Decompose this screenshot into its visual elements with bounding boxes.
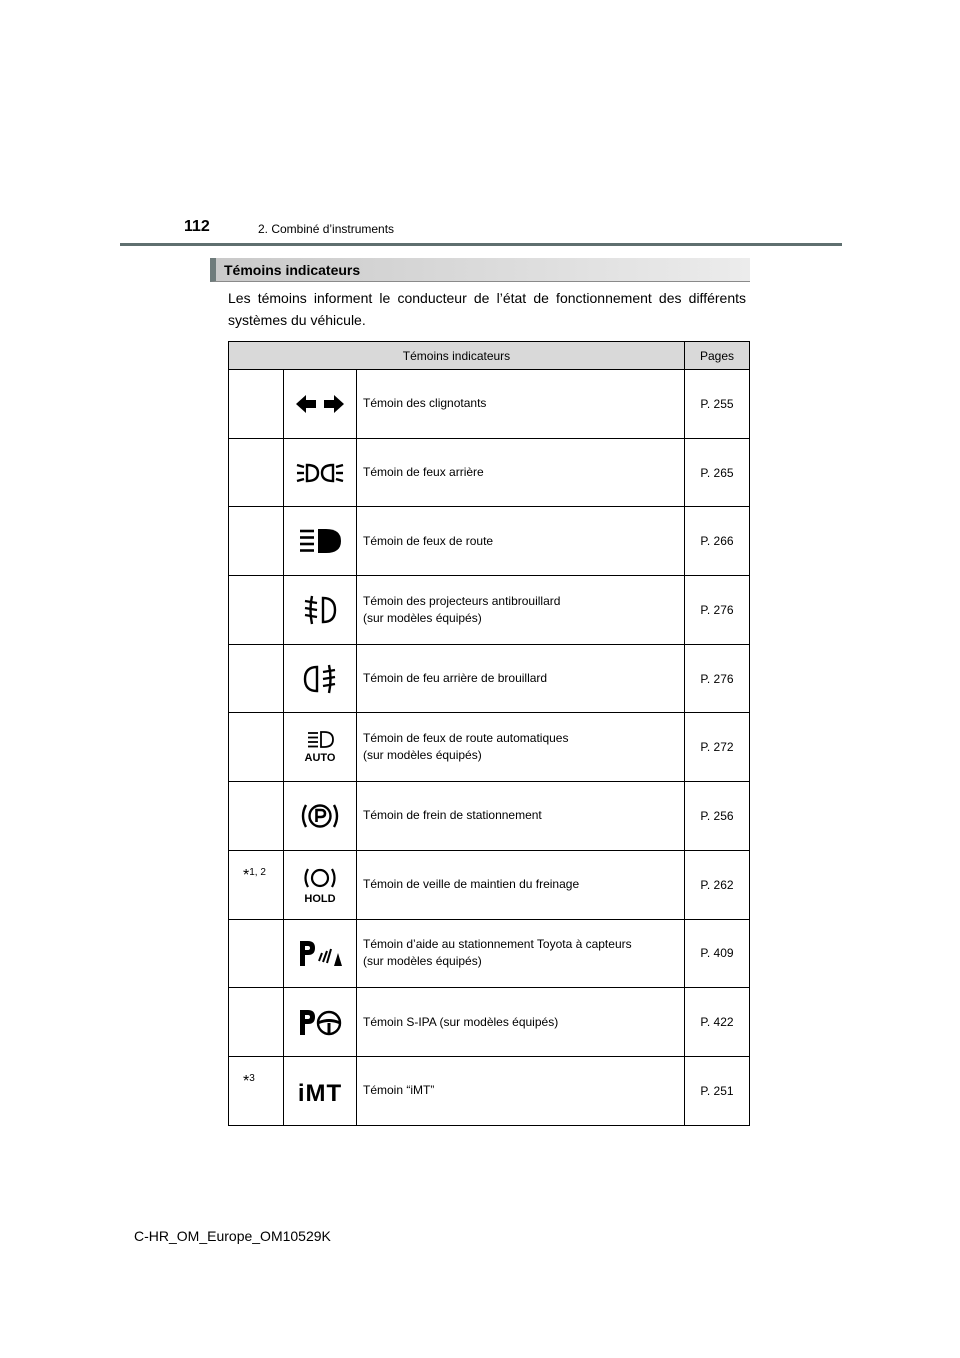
table-row	[229, 713, 750, 782]
note-cell	[229, 988, 284, 1057]
page-reference: P. 422	[685, 988, 750, 1057]
note-cell	[229, 919, 284, 988]
description-line-1: Témoin de feux arrière	[363, 465, 484, 480]
page-reference: P. 256	[685, 782, 750, 851]
intro-paragraph: Les témoins informent le conducteur de l’état de fonctionnement des différents systèmes du véhicule.	[228, 290, 746, 328]
icon-cell	[284, 919, 357, 988]
icon-cell	[284, 576, 357, 645]
page-reference: P. 276	[685, 644, 750, 713]
auto-high-beam-icon	[300, 731, 340, 763]
imt-text: iMT	[297, 1079, 343, 1104]
description-line-1: Témoin des clignotants	[363, 396, 487, 411]
brake-hold-icon	[300, 866, 340, 904]
footnote-ref: 1, 2	[249, 866, 266, 878]
parking-brake-icon	[300, 800, 340, 832]
icon-cell	[284, 644, 357, 713]
icon-cell	[284, 507, 357, 576]
table-row	[229, 507, 750, 576]
indicator-description	[357, 782, 685, 851]
page-reference: P. 276	[685, 576, 750, 645]
page-reference: P. 265	[685, 438, 750, 507]
description-line-2: (sur modèles équipés)	[363, 610, 482, 625]
indicator-description	[357, 438, 685, 507]
page-reference: P. 255	[685, 370, 750, 439]
icon-cell	[284, 782, 357, 851]
footnote-ref: 3	[249, 1072, 255, 1084]
description-line-1: Témoin de veille de maintien du freinage	[363, 877, 580, 892]
table-row	[229, 438, 750, 507]
footnote-asterisk: *	[243, 1072, 250, 1090]
s-ipa-icon	[297, 1008, 343, 1036]
note-cell	[229, 850, 284, 919]
table-row	[229, 644, 750, 713]
note-cell	[229, 507, 284, 576]
table-row	[229, 782, 750, 851]
icon-cell	[284, 713, 357, 782]
note-cell	[229, 644, 284, 713]
icon-cell	[284, 1056, 357, 1125]
indicator-description	[357, 644, 685, 713]
icon-cell	[284, 988, 357, 1057]
description-line-1: Témoin des projecteurs antibrouillard	[363, 593, 561, 608]
footnote-asterisk: *	[243, 866, 250, 884]
indicators-table	[228, 341, 750, 1126]
table-row	[229, 919, 750, 988]
col-header-indicators: Témoins indicateurs	[229, 342, 685, 370]
page-reference: P. 272	[685, 713, 750, 782]
table-header-row	[229, 342, 750, 370]
note-cell	[229, 370, 284, 439]
table-row	[229, 370, 750, 439]
note-cell	[229, 782, 284, 851]
tail-lights-icon	[296, 461, 344, 485]
high-beam-icon	[298, 528, 342, 554]
header-rule	[120, 243, 842, 246]
description-line-1: Témoin d’aide au stationnement Toyota à capteurs	[363, 937, 632, 952]
description-line-1: Témoin S-IPA (sur modèles équipés)	[363, 1014, 559, 1029]
front-fog-light-icon	[303, 595, 337, 625]
description-line-1: Témoin de frein de stationnement	[363, 808, 542, 823]
table-row	[229, 850, 750, 919]
page-reference: P. 409	[685, 919, 750, 988]
table-row	[229, 988, 750, 1057]
indicator-description	[357, 850, 685, 919]
indicator-description	[357, 919, 685, 988]
icon-cell	[284, 850, 357, 919]
parking-sensor-icon	[297, 939, 343, 967]
section-heading	[210, 258, 750, 282]
icon-cell	[284, 370, 357, 439]
indicator-description	[357, 507, 685, 576]
description-line-1: Témoin “iMT”	[363, 1083, 435, 1098]
indicator-description	[357, 1056, 685, 1125]
footer-doc-id: C-HR_OM_Europe_OM10529K	[134, 1228, 331, 1244]
description-line-1: Témoin de feux de route	[363, 533, 494, 548]
chapter-title: 2. Combiné d’instruments	[258, 222, 395, 236]
turn-signal-arrows-icon	[296, 394, 344, 414]
description-line-2: (sur modèles équipés)	[363, 954, 482, 969]
indicator-description	[357, 713, 685, 782]
page-number: 112	[184, 218, 210, 235]
indicator-description	[357, 576, 685, 645]
hold-text: HOLD	[304, 892, 336, 904]
description-line-2: (sur modèles équipés)	[363, 748, 482, 763]
indicator-description	[357, 988, 685, 1057]
table-row	[229, 576, 750, 645]
note-cell	[229, 438, 284, 507]
auto-text: AUTO	[304, 752, 336, 764]
indicator-description	[357, 370, 685, 439]
page-reference: P. 266	[685, 507, 750, 576]
col-header-pages: Pages	[685, 342, 750, 370]
icon-cell	[284, 438, 357, 507]
note-cell	[229, 1056, 284, 1125]
page-reference: P. 262	[685, 850, 750, 919]
description-line-1: Témoin de feux de route automatiques	[363, 731, 569, 746]
note-cell	[229, 576, 284, 645]
imt-icon	[294, 1078, 346, 1104]
rear-fog-light-icon	[303, 664, 337, 694]
description-line-1: Témoin de feu arrière de brouillard	[363, 671, 548, 686]
section-heading-text: Témoins indicateurs	[224, 262, 361, 278]
page-reference: P. 251	[685, 1056, 750, 1125]
note-cell	[229, 713, 284, 782]
table-row	[229, 1056, 750, 1125]
